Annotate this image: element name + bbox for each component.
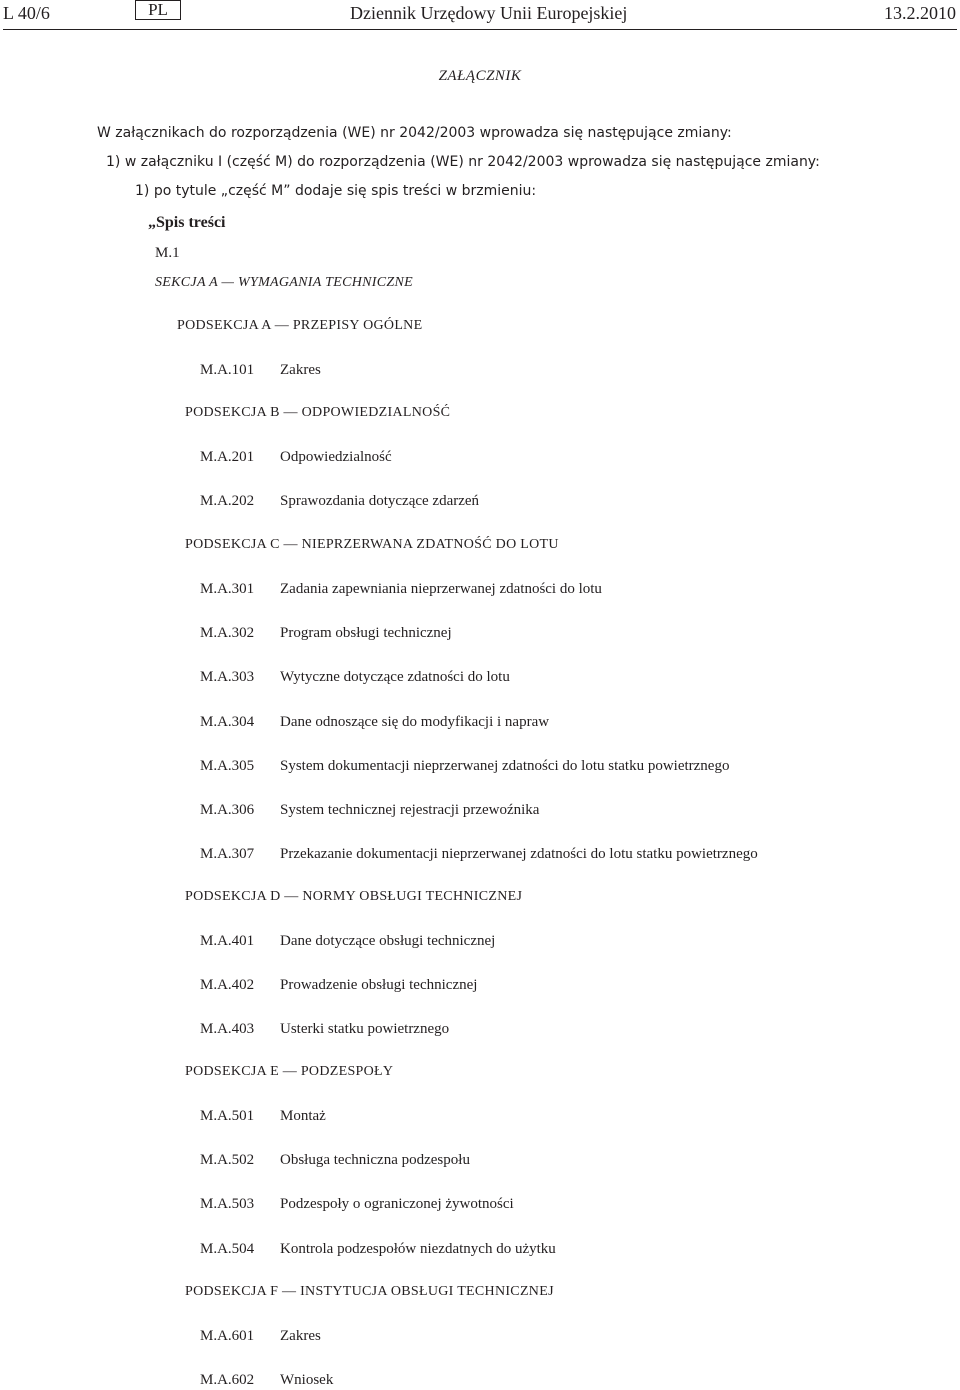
toc-item-code: M.A.202 [200,493,255,509]
subsection-title: PODSEKCJA C — NIEPRZERWANA ZDATNOŚĆ DO LOTU [185,537,559,552]
subsection-title: PODSEKCJA D — NORMY OBSŁUGI TECHNICZNEJ [185,889,523,904]
toc-item-text: Dane odnoszące się do modyfikacji i napraw [280,714,550,730]
toc-item-text: Montaż [280,1108,326,1124]
toc-item-text: Sprawozdania dotyczące zdarzeń [280,493,480,509]
page-reference: L 40/6 [3,3,50,23]
toc-item-code: M.A.402 [200,977,255,993]
toc-item-code: M.A.502 [200,1152,255,1168]
journal-title: Dziennik Urzędowy Unii Europejskiej [350,3,628,23]
toc-item-code: M.A.101 [200,362,255,378]
toc-item-text: Program obsługi technicznej [280,625,452,641]
intro-line-2: 1) w załączniku I (część M) do rozporządzenia (WE) nr 2042/2003 wprowadza się następujące zmiany: [106,154,820,170]
toc-item-code: M.A.601 [200,1328,255,1344]
subsection-title: PODSEKCJA B — ODPOWIEDZIALNOŚĆ [185,405,451,420]
intro-line-1: W załącznikach do rozporządzenia (WE) nr 2042/2003 wprowadza się następujące zmiany: [97,125,732,141]
toc-item-code: M.A.201 [200,449,255,465]
toc-item-code: M.A.501 [200,1108,255,1124]
toc-item-text: Zadania zapewniania nieprzerwanej zdatności do lotu [280,581,602,597]
toc-item-code: M.A.403 [200,1021,255,1037]
toc-item-code: M.A.503 [200,1196,255,1212]
toc-item-text: Dane dotyczące obsługi technicznej [280,933,496,949]
toc-item-code: M.A.306 [200,802,255,818]
toc-item-text: Zakres [280,362,321,378]
page-header [0,0,960,30]
toc-item-text: Prowadzenie obsługi technicznej [280,977,478,993]
toc-item-code: M.A.307 [200,846,255,862]
toc-item-text: Kontrola podzespołów niezdatnych do użytku [280,1241,556,1257]
toc-item-text: Usterki statku powietrznego [280,1021,450,1037]
toc-item-code: M.A.305 [200,758,255,774]
subsection-title: PODSEKCJA F — INSTYTUCJA OBSŁUGI TECHNICZNEJ [185,1284,554,1299]
toc-title: „Spis treści [148,214,226,231]
toc-item-text: Zakres [280,1328,321,1344]
toc-item-text: System dokumentacji nieprzerwanej zdatności do lotu statku powietrznego [280,758,730,774]
header-divider [3,29,957,30]
toc-item-code: M.A.304 [200,714,255,730]
toc-item-text: Odpowiedzialność [280,449,392,465]
subsection-title: PODSEKCJA E — PODZESPOŁY [185,1064,394,1079]
toc-item-code: M.A.504 [200,1241,255,1257]
toc-item-code: M.A.302 [200,625,255,641]
toc-item-text: Wytyczne dotyczące zdatności do lotu [280,669,510,685]
toc-item-code: M.A.602 [200,1372,255,1388]
language-badge: PL [135,0,181,20]
toc-item-code: M.A.301 [200,581,255,597]
toc-item-text: Wniosek [280,1372,334,1388]
intro-line-3: 1) po tytule „część M” dodaje się spis treści w brzmieniu: [135,183,537,199]
section-a-title: SEKCJA A — WYMAGANIA TECHNICZNE [155,275,413,290]
toc-item-code: M.A.401 [200,933,255,949]
publication-date: 13.2.2010 [884,3,956,23]
toc-item-text: Obsługa techniczna podzespołu [280,1152,470,1168]
toc-item-code: M.A.303 [200,669,255,685]
toc-item-text: Podzespoły o ograniczonej żywotności [280,1196,514,1212]
part-label: M.1 [155,245,180,261]
annex-title: ZAŁĄCZNIK [438,68,522,84]
subsection-title: PODSEKCJA A — PRZEPISY OGÓLNE [177,318,423,333]
toc-item-text: System technicznej rejestracji przewoźnika [280,802,540,818]
toc-item-text: Przekazanie dokumentacji nieprzerwanej zdatności do lotu statku powietrznego [280,846,758,862]
